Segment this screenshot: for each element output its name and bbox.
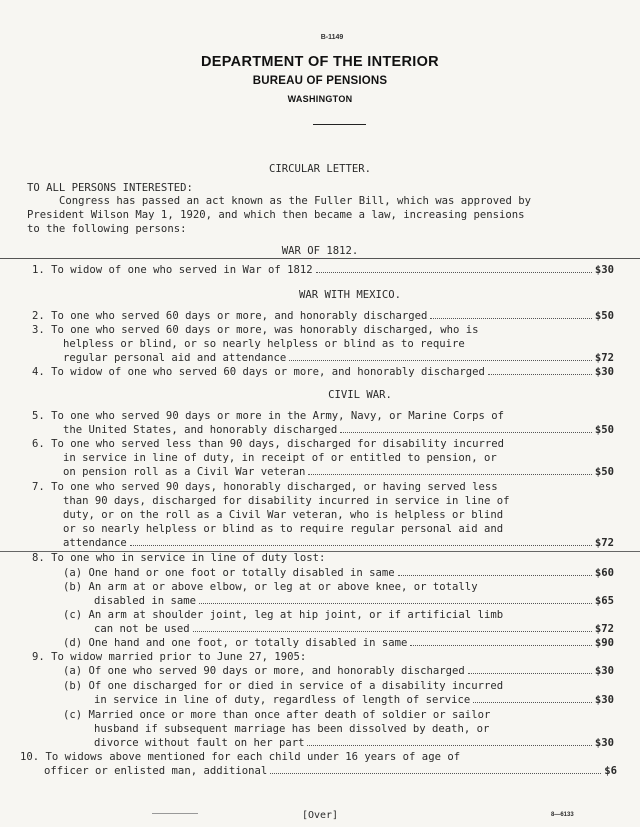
item-text: 7. To one who served 90 days, honorably discharged, or having served less	[32, 481, 498, 493]
item-text: officer or enlisted man, additional	[44, 765, 268, 777]
leader-dots	[410, 645, 591, 646]
section-divider	[0, 258, 640, 259]
item-text: helpless or blind, or so nearly helpless or blind as to require	[63, 338, 465, 350]
item-text: 8. To one who in service in line of duty lost:	[32, 552, 326, 564]
leader-dots	[488, 374, 592, 375]
pension-item	[63, 567, 614, 579]
department-title: DEPARTMENT OF THE INTERIOR	[201, 54, 439, 70]
pension-item	[63, 352, 614, 364]
item-text: than 90 days, discharged for disability incurred in service in line of	[63, 495, 510, 507]
item-text: divorce without fault on her part	[94, 737, 305, 749]
leader-dots	[199, 603, 592, 604]
item-text: husband if subsequent marriage has been dissolved by death, or	[94, 723, 490, 735]
item-text: (b) Of one discharged for or died in service of a disability incurred	[63, 680, 504, 692]
pension-item	[44, 765, 617, 777]
pension-item	[94, 623, 614, 635]
leader-dots	[316, 272, 592, 273]
leader-dots	[289, 360, 592, 361]
intro-line: President Wilson May 1, 1920, and which then became a law, increasing pensions	[27, 209, 525, 221]
leader-dots	[307, 745, 591, 746]
item-text: (a) One hand or one foot or totally disabled in same	[63, 567, 395, 579]
intro-line: to the following persons:	[27, 223, 187, 235]
item-amount: $30	[594, 694, 614, 706]
pension-item	[94, 694, 614, 706]
salutation: TO ALL PERSONS INTERESTED:	[27, 182, 193, 194]
leader-dots	[308, 474, 591, 475]
item-text: (c) Married once or more than once after death of soldier or sailor	[63, 709, 491, 721]
item-amount: $6	[604, 765, 617, 777]
item-amount: $30	[594, 737, 614, 749]
item-text: 10. To widows above mentioned for each child under 16 years of age of	[20, 751, 461, 763]
leader-dots	[130, 545, 592, 546]
leader-dots	[340, 432, 592, 433]
item-text: (a) Of one who served 90 days or more, and honorably discharged	[63, 665, 465, 677]
leader-dots	[430, 318, 591, 319]
leader-dots	[473, 702, 592, 703]
bureau-title: BUREAU OF PENSIONS	[252, 75, 388, 87]
item-amount: $65	[594, 595, 614, 607]
pension-item	[32, 366, 614, 378]
item-text: attendance	[63, 537, 127, 549]
section-heading-mexico: WAR WITH MEXICO.	[298, 289, 402, 301]
item-amount: $50	[594, 424, 614, 436]
pension-item	[32, 310, 614, 322]
pension-item	[94, 737, 614, 749]
pension-item	[63, 665, 614, 677]
form-number: 8—6133	[551, 812, 574, 818]
item-amount: $30	[594, 366, 614, 378]
leader-dots	[193, 631, 592, 632]
item-amount: $60	[594, 567, 614, 579]
pension-item	[63, 424, 614, 436]
item-text: 4. To widow of one who served 60 days or more, and honorably discharged	[32, 366, 485, 378]
leader-dots	[270, 773, 601, 774]
item-text: (d) One hand and one foot, or totally disabled in same	[63, 637, 408, 649]
item-text: 5. To one who served 90 days or more in the Army, Navy, or Marine Corps of	[32, 410, 504, 422]
item-text: can not be used	[94, 623, 190, 635]
pension-item	[63, 466, 614, 478]
intro-line: Congress has passed an act known as the Fuller Bill, which was approved by	[59, 195, 531, 207]
section-heading-civil-war: CIVIL WAR.	[328, 389, 392, 401]
item-text: duty, or on the roll as a Civil War veteran, who is helpless or blind	[63, 509, 504, 521]
item-text: (c) An arm at shoulder joint, leg at hip joint, or if artificial limb	[63, 609, 504, 621]
section-heading-war-1812: WAR OF 1812.	[281, 245, 359, 257]
item-amount: $72	[594, 537, 614, 549]
item-text: in service in line of duty, regardless of length of service	[94, 694, 471, 706]
item-text: the United States, and honorably discharged	[63, 424, 338, 436]
item-text: 1. To widow of one who served in War of 1812	[32, 264, 313, 276]
pension-item	[94, 595, 614, 607]
item-text: (b) An arm at or above elbow, or leg at or above knee, or totally	[63, 581, 478, 593]
item-amount: $30	[594, 264, 614, 276]
item-text: in service in line of duty, in receipt of or entitled to pension, or	[63, 452, 497, 464]
item-text: regular personal aid and attendance	[63, 352, 287, 364]
item-text: or so nearly helpless or blind as to require regular personal aid and	[63, 523, 504, 535]
item-text: 3. To one who served 60 days or more, was honorably discharged, who is	[32, 324, 479, 336]
over-label: [Over]	[301, 810, 339, 821]
item-text: 6. To one who served less than 90 days, discharged for disability incurred	[32, 438, 504, 450]
item-amount: $30	[594, 665, 614, 677]
item-text: 2. To one who served 60 days or more, and honorably discharged	[32, 310, 428, 322]
item-text: 9. To widow married prior to June 27, 1905:	[32, 651, 307, 663]
leader-dots	[468, 673, 592, 674]
letter-title: CIRCULAR LETTER.	[268, 163, 372, 175]
item-text: disabled in same	[94, 595, 197, 607]
item-text: on pension roll as a Civil War veteran	[63, 466, 306, 478]
pension-item	[63, 637, 614, 649]
header-rule	[313, 124, 366, 125]
item-amount: $72	[594, 352, 614, 364]
pension-item	[63, 537, 614, 549]
item-amount: $90	[594, 637, 614, 649]
pension-item	[32, 264, 614, 276]
leader-dots	[398, 575, 592, 576]
item-amount: $50	[594, 466, 614, 478]
item-amount: $72	[594, 623, 614, 635]
city-title: WASHINGTON	[287, 94, 353, 104]
item-amount: $50	[594, 310, 614, 322]
document-stamp: B-1149	[320, 34, 344, 41]
